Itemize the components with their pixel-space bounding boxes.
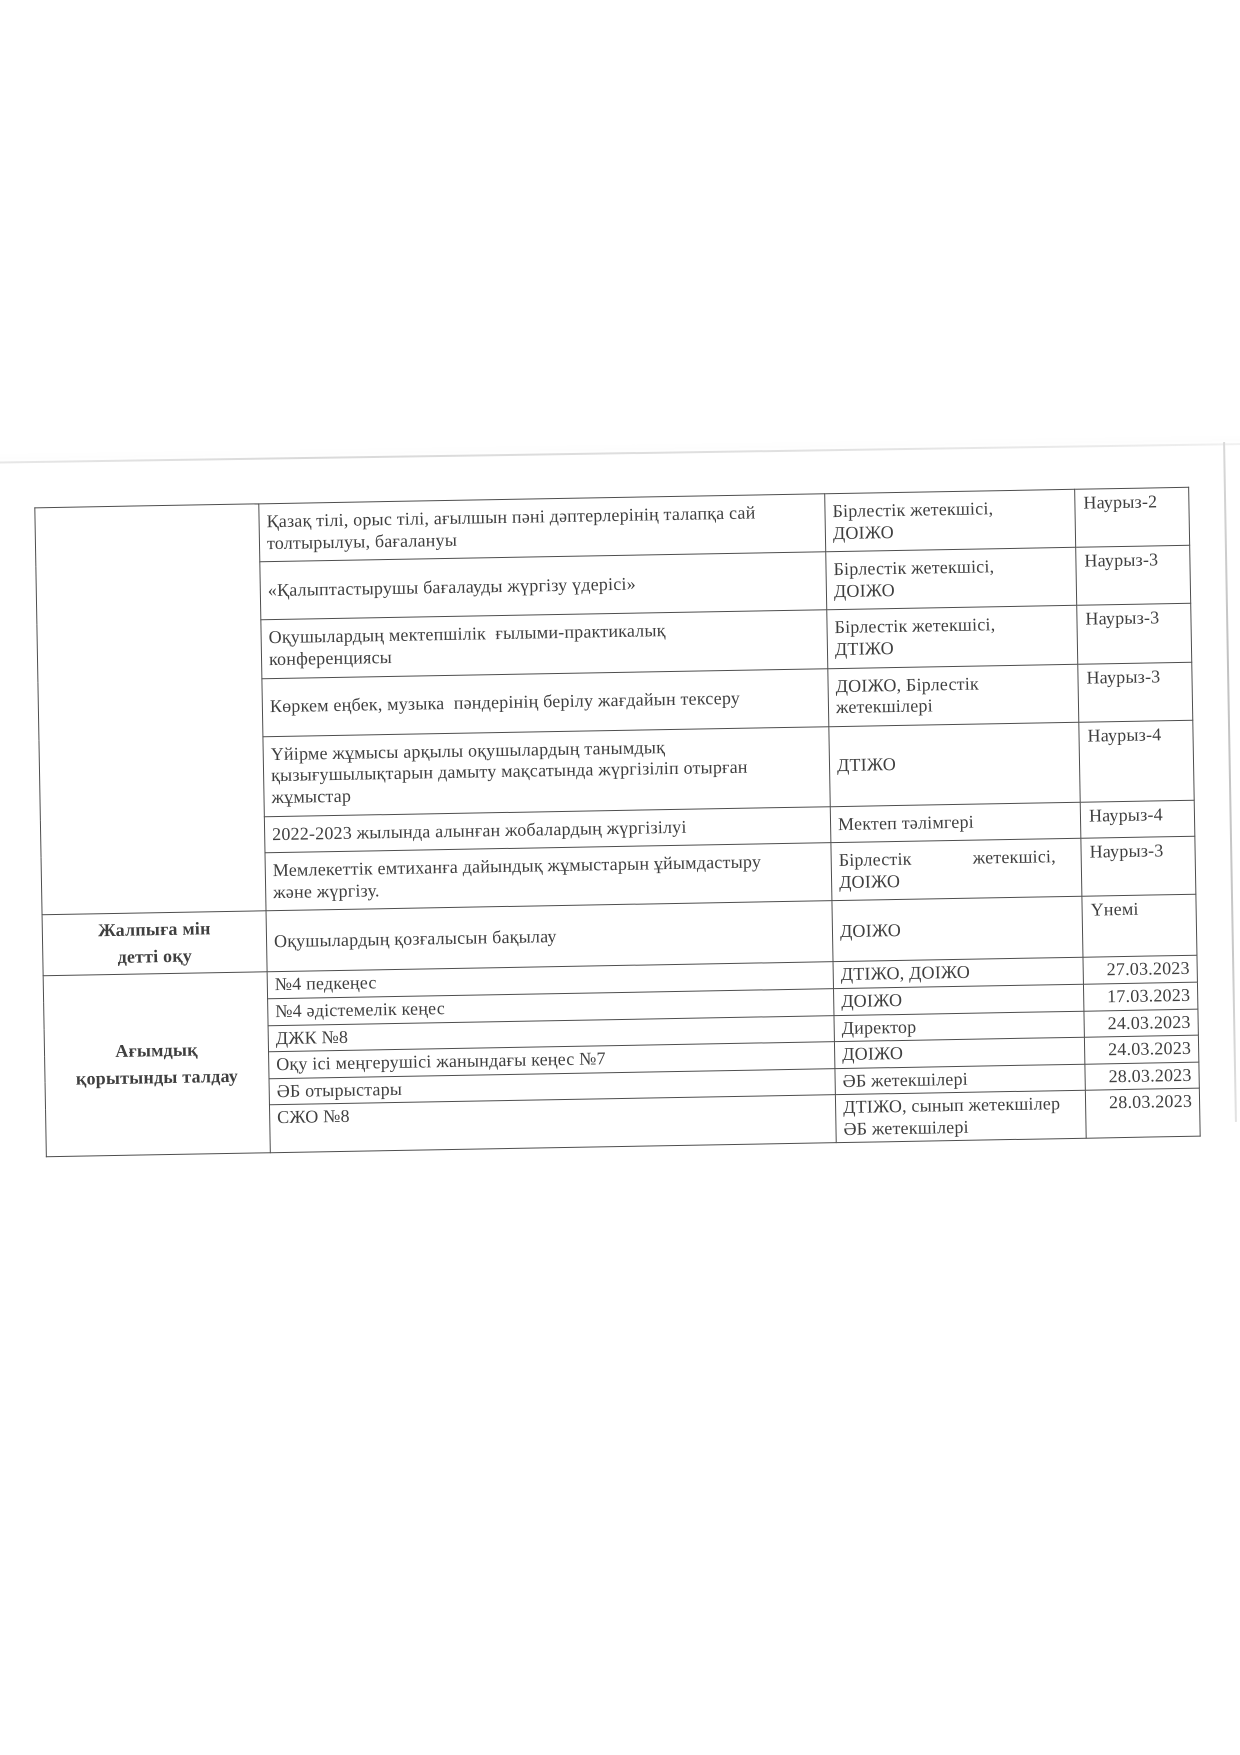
task-cell: Оқушылардың қозғалысын бақылау — [266, 901, 833, 972]
plan-table — [34, 487, 1200, 1158]
scanned-sheet — [34, 487, 1199, 1158]
section-label-cell — [42, 911, 267, 976]
date-cell: Үнемі — [1082, 895, 1197, 958]
date-cell: Наурыз-2 — [1075, 487, 1190, 547]
task-cell: Көркем еңбек, музыка пәндерінің берілу жағдайын тексеру — [262, 668, 829, 736]
date-cell: 17.03.2023 — [1083, 982, 1197, 1011]
task-cell: Оқу ісі меңгерушісі жанындағы кеңес №7 — [269, 1042, 835, 1079]
task-cell: №4 әдістемелік кеңес — [268, 989, 834, 1026]
responsible-cell: ДТІЖО, ДОІЖО — [833, 958, 1083, 989]
date-cell: Наурыз-3 — [1081, 836, 1196, 896]
responsible-cell: ДТІЖО, сынып жетекшілер ӘБ жетекшілері — [835, 1090, 1086, 1143]
scan-seam-line — [0, 442, 1240, 464]
date-cell: 24.03.2023 — [1084, 1009, 1198, 1038]
date-cell: 24.03.2023 — [1084, 1035, 1198, 1064]
responsible-cell: ДОІЖО — [833, 984, 1083, 1015]
responsible-cell: ДОІЖО — [834, 1037, 1084, 1068]
date-cell: 27.03.2023 — [1083, 956, 1197, 985]
page-edge-shadow-line — [1223, 442, 1237, 1122]
date-cell: 28.03.2023 — [1085, 1062, 1199, 1091]
responsible-cell: Бірлестік жетекшісі, ДОІЖО — [826, 547, 1077, 610]
section-label: Ағымдық қорытынды талдау — [75, 1039, 239, 1090]
section-label — [45, 708, 256, 712]
section-label-cell — [43, 972, 270, 1157]
responsible-cell: ӘБ жетекшілері — [835, 1064, 1085, 1095]
date-cell: Наурыз-3 — [1077, 604, 1192, 664]
task-cell: Қазақ тілі, орыс тілі, ағылшын пәні дәптерлерінің талапқа сай толтырылуы, бағалануы — [259, 494, 826, 562]
responsible-cell: ДОІЖО, Бірлестік жетекшілері — [828, 664, 1079, 727]
task-cell: ӘБ отырыстары — [269, 1068, 835, 1105]
date-cell: Наурыз-4 — [1080, 800, 1195, 839]
responsible-cell: Мектеп тәлімгері — [830, 802, 1081, 843]
plan-table-body — [35, 487, 1200, 1157]
responsible-cell: ДОІЖО — [832, 897, 1083, 962]
date-cell: 28.03.2023 — [1085, 1088, 1200, 1138]
task-cell: ДЖК №8 — [268, 1015, 834, 1052]
task-cell: 2022-2023 жылында алынған жобалардың жүргізілуі — [264, 806, 831, 853]
section-label: Жалпыға мін детті оқу — [97, 918, 211, 968]
responsible-cell: Директор — [834, 1011, 1084, 1042]
responsible-cell: Бірлестік жетекшісі, ДОІЖО — [825, 489, 1076, 552]
responsible-cell: Бірлестік жетекшісі, ДТІЖО — [827, 606, 1078, 669]
task-cell: Оқушылардың мектепшілік ғылыми-практикалық конференциясы — [261, 610, 828, 678]
responsible-cell: ДТІЖО — [829, 722, 1080, 806]
task-cell: №4 педкеңес — [267, 962, 833, 999]
date-cell: Наурыз-3 — [1076, 545, 1191, 605]
task-cell: «Қалыптастырушы бағалауды жүргізу үдерісі» — [260, 552, 827, 620]
date-cell: Наурыз-4 — [1079, 720, 1194, 802]
section-label-cell — [35, 504, 266, 915]
responsible-cell: Бірлестік жетекшісі, ДОІЖО — [831, 838, 1082, 901]
task-cell: СЖО №8 — [269, 1095, 836, 1153]
task-cell: Мемлекеттік емтиханға дайындық жұмыстарын ұйымдастыру және жүргізу. — [265, 843, 832, 911]
task-cell: Үйірме жұмысы арқылы оқушылардың танымдық қызығушылықтарын дамыту мақсатында жүргізіліп отырған жұмыстар — [263, 726, 830, 816]
date-cell: Наурыз-3 — [1078, 662, 1193, 722]
